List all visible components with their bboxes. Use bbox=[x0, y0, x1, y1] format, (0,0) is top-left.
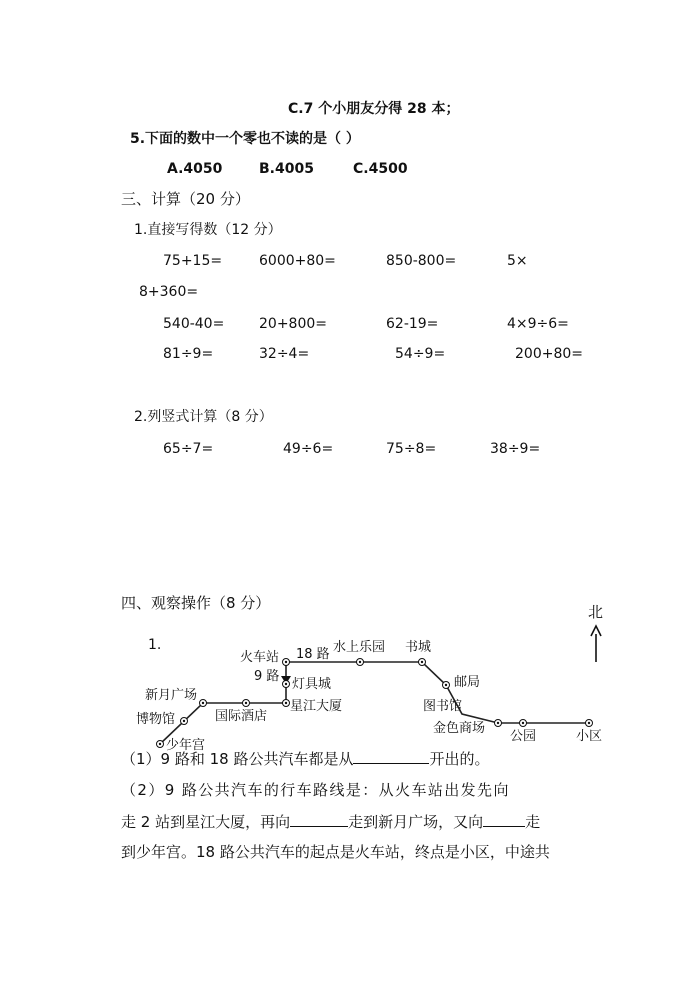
q2-text-b: 走到新月广场，又向 bbox=[348, 813, 484, 831]
calc-r2-4: 4×9÷6= bbox=[507, 316, 569, 332]
route-9-label: 9 路 bbox=[254, 669, 280, 684]
section4-heading: 四、观察操作（8 分） bbox=[121, 594, 271, 612]
q5-stem: 5.下面的数中一个零也不读的是（ ） bbox=[130, 131, 360, 147]
calc-r1-4-wrap: 8+360= bbox=[139, 284, 199, 300]
label-bookstore: 书城 bbox=[405, 640, 432, 655]
vertical-calc-4: 38÷9= bbox=[490, 441, 541, 457]
section3-part2-heading: 2.列竖式计算（8 分） bbox=[134, 409, 273, 425]
calc-r1-3: 850-800= bbox=[386, 253, 457, 269]
calc-r2-2: 20+800= bbox=[259, 316, 327, 332]
q4-option-c: C.7 个小朋友分得 28 本； bbox=[288, 101, 460, 117]
label-park: 公园 bbox=[510, 729, 537, 744]
vertical-calc-3: 75÷8= bbox=[386, 441, 437, 457]
north-label: 北 bbox=[588, 603, 604, 621]
vertical-calc-1: 65÷7= bbox=[163, 441, 214, 457]
calc-r2-1: 540-40= bbox=[163, 316, 225, 332]
q2-text-c: 走 bbox=[525, 813, 541, 831]
label-golden-mall: 金色商场 bbox=[433, 721, 486, 736]
q5-option-b: B.4005 bbox=[259, 161, 314, 177]
q5-option-a: A.4050 bbox=[167, 161, 223, 177]
q1-text-after: 开出的。 bbox=[429, 750, 490, 768]
q1-line bbox=[121, 749, 490, 768]
section3-heading: 三、计算（20 分） bbox=[121, 190, 250, 208]
vertical-calc-2: 49÷6= bbox=[283, 441, 334, 457]
q2-line2 bbox=[121, 812, 540, 831]
q5-option-c: C.4500 bbox=[353, 161, 408, 177]
calc-r3-4: 200+80= bbox=[515, 346, 583, 362]
q2-text-a: 走 2 站到星江大厦，再向 bbox=[121, 813, 291, 831]
label-post-office: 邮局 bbox=[454, 675, 481, 690]
label-train-station: 火车站 bbox=[240, 650, 280, 665]
section3-part1-heading: 1.直接写得数（12 分） bbox=[134, 222, 282, 238]
label-toy-city: 灯具城 bbox=[292, 677, 332, 692]
q1-answer-blank[interactable] bbox=[353, 749, 429, 764]
label-library: 图书馆 bbox=[423, 699, 463, 714]
q1-text-before: （1）9 路和 18 路公共汽车都是从 bbox=[121, 750, 354, 768]
label-youth-palace: 少年宫 bbox=[166, 738, 206, 753]
label-hotel: 国际酒店 bbox=[215, 709, 268, 724]
north-arrow-icon bbox=[591, 626, 601, 662]
calc-r3-3: 54÷9= bbox=[395, 346, 446, 362]
calc-r3-1: 81÷9= bbox=[163, 346, 214, 362]
route-18-label: 18 路 bbox=[296, 647, 330, 662]
q2-line1: （2）9 路公共汽车的行车路线是：从火车站出发先向 bbox=[121, 781, 510, 799]
calc-r3-2: 32÷4= bbox=[259, 346, 310, 362]
label-water-park: 水上乐园 bbox=[333, 640, 386, 655]
calc-r2-3: 62-19= bbox=[386, 316, 439, 332]
label-museum: 博物馆 bbox=[136, 712, 176, 727]
calc-r1-4: 5× bbox=[507, 253, 528, 269]
calc-r1-1: 75+15= bbox=[163, 253, 223, 269]
q2-direction-blank-2[interactable] bbox=[483, 812, 525, 827]
section4-item-number: 1. bbox=[148, 637, 162, 653]
q2-direction-blank-1[interactable] bbox=[290, 812, 348, 827]
calc-r1-2: 6000+80= bbox=[259, 253, 336, 269]
label-xingjiang: 星江大厦 bbox=[290, 699, 343, 714]
q2-line3: 到少年宫。18 路公共汽车的起点是火车站，终点是小区，中途共 bbox=[121, 843, 550, 861]
label-xinyue: 新月广场 bbox=[145, 688, 198, 703]
label-community: 小区 bbox=[576, 729, 603, 744]
